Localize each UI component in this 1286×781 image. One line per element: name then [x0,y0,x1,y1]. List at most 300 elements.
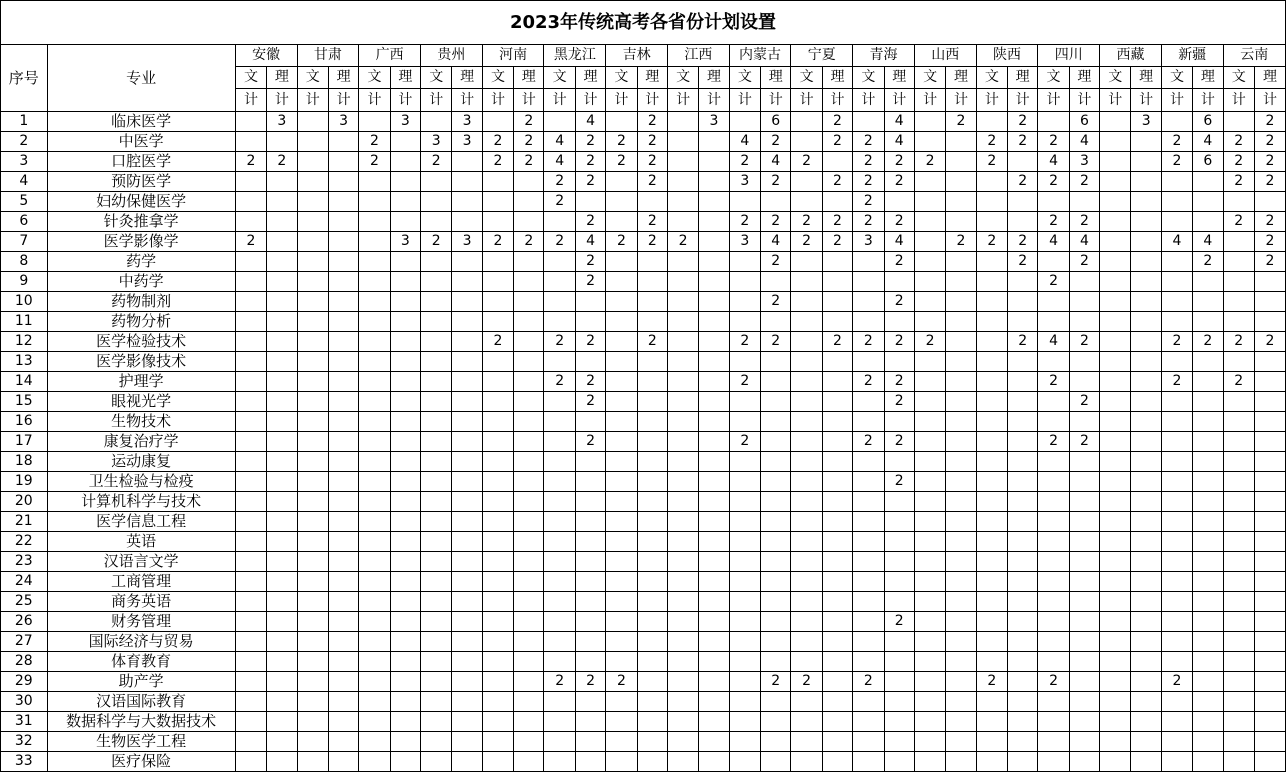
quota-cell[interactable] [390,432,420,452]
quota-cell[interactable] [1193,712,1223,732]
major-cell[interactable]: 国际经济与贸易 [47,632,235,652]
quota-cell[interactable]: 2 [1223,332,1254,352]
quota-cell[interactable] [297,632,328,652]
quota-cell[interactable] [606,472,637,492]
quota-cell[interactable] [359,612,390,632]
quota-cell[interactable] [297,192,328,212]
quota-cell[interactable]: 2 [544,192,575,212]
quota-cell[interactable] [1131,132,1161,152]
quota-cell[interactable] [1161,292,1192,312]
quota-cell[interactable] [729,672,760,692]
quota-cell[interactable] [1193,592,1223,612]
quota-cell[interactable]: 2 [267,152,297,172]
quota-cell[interactable] [514,652,544,672]
quota-cell[interactable] [1193,492,1223,512]
major-cell[interactable]: 临床医学 [47,112,235,132]
quota-cell[interactable] [1008,432,1038,452]
quota-cell[interactable] [390,152,420,172]
quota-cell[interactable] [853,572,884,592]
quota-cell[interactable] [606,252,637,272]
quota-cell[interactable] [946,712,976,732]
quota-cell[interactable]: 2 [482,132,513,152]
quota-cell[interactable] [946,732,976,752]
quota-cell[interactable] [1223,552,1254,572]
quota-cell[interactable]: 2 [1069,212,1099,232]
quota-cell[interactable] [667,392,698,412]
quota-cell[interactable] [1131,452,1161,472]
quota-cell[interactable] [1131,192,1161,212]
quota-cell[interactable] [637,732,667,752]
quota-cell[interactable] [1254,572,1285,592]
quota-cell[interactable] [482,412,513,432]
quota-cell[interactable]: 2 [575,672,605,692]
quota-cell[interactable] [853,312,884,332]
quota-cell[interactable] [1223,452,1254,472]
quota-cell[interactable] [1008,512,1038,532]
quota-cell[interactable] [761,512,791,532]
quota-cell[interactable] [914,652,945,672]
quota-cell[interactable] [946,372,976,392]
quota-cell[interactable] [575,292,605,312]
quota-cell[interactable]: 2 [761,172,791,192]
quota-cell[interactable] [1161,572,1192,592]
ji-header[interactable]: 计 [1254,89,1285,112]
ji-header[interactable]: 计 [1193,89,1223,112]
major-cell[interactable]: 药学 [47,252,235,272]
quota-cell[interactable] [575,532,605,552]
quota-cell[interactable] [297,212,328,232]
quota-cell[interactable]: 2 [1069,432,1099,452]
quota-cell[interactable]: 2 [884,292,914,312]
quota-cell[interactable] [421,472,452,492]
quota-cell[interactable] [946,672,976,692]
quota-cell[interactable] [482,632,513,652]
quota-cell[interactable]: 3 [853,232,884,252]
quota-cell[interactable] [297,232,328,252]
quota-cell[interactable] [482,472,513,492]
quota-cell[interactable] [514,492,544,512]
quota-cell[interactable] [976,752,1007,772]
quota-cell[interactable] [1100,452,1131,472]
quota-cell[interactable] [482,552,513,572]
quota-cell[interactable] [1254,732,1285,752]
quota-cell[interactable] [914,192,945,212]
quota-cell[interactable]: 2 [482,232,513,252]
quota-cell[interactable]: 2 [761,252,791,272]
quota-cell[interactable] [1223,292,1254,312]
seq-cell[interactable]: 21 [1,512,48,532]
quota-cell[interactable] [729,472,760,492]
quota-cell[interactable] [359,452,390,472]
quota-cell[interactable] [421,432,452,452]
quota-cell[interactable] [359,292,390,312]
quota-cell[interactable]: 2 [822,332,852,352]
quota-cell[interactable] [482,252,513,272]
quota-cell[interactable]: 4 [884,232,914,252]
quota-cell[interactable] [1131,552,1161,572]
quota-cell[interactable] [421,112,452,132]
quota-cell[interactable] [1100,732,1131,752]
quota-cell[interactable] [606,332,637,352]
quota-cell[interactable] [514,372,544,392]
li-header[interactable]: 理 [637,67,667,89]
quota-cell[interactable] [328,532,358,552]
quota-cell[interactable] [297,372,328,392]
quota-cell[interactable] [1038,572,1069,592]
quota-cell[interactable] [791,332,822,352]
quota-cell[interactable] [328,272,358,292]
seq-cell[interactable]: 32 [1,732,48,752]
quota-cell[interactable] [482,652,513,672]
quota-cell[interactable]: 2 [729,372,760,392]
quota-cell[interactable] [1008,532,1038,552]
quota-cell[interactable] [390,572,420,592]
quota-cell[interactable] [606,452,637,472]
ji-header[interactable]: 计 [1161,89,1192,112]
quota-cell[interactable] [884,692,914,712]
quota-cell[interactable] [390,472,420,492]
quota-cell[interactable] [452,392,482,412]
quota-cell[interactable] [1193,512,1223,532]
quota-cell[interactable] [328,332,358,352]
quota-cell[interactable] [421,452,452,472]
quota-cell[interactable] [1254,432,1285,452]
quota-cell[interactable] [946,552,976,572]
quota-cell[interactable] [267,412,297,432]
major-cell[interactable]: 助产学 [47,672,235,692]
quota-cell[interactable] [452,172,482,192]
quota-cell[interactable]: 2 [421,152,452,172]
quota-cell[interactable] [914,592,945,612]
quota-cell[interactable]: 3 [452,232,482,252]
quota-cell[interactable] [946,252,976,272]
quota-cell[interactable] [359,472,390,492]
quota-cell[interactable] [452,252,482,272]
quota-cell[interactable] [544,112,575,132]
quota-cell[interactable] [791,352,822,372]
quota-cell[interactable] [667,452,698,472]
quota-cell[interactable] [667,552,698,572]
seq-cell[interactable]: 6 [1,212,48,232]
quota-cell[interactable] [1254,292,1285,312]
quota-cell[interactable]: 2 [514,232,544,252]
quota-cell[interactable] [946,272,976,292]
quota-cell[interactable] [884,532,914,552]
quota-cell[interactable] [267,272,297,292]
quota-cell[interactable]: 2 [853,132,884,152]
quota-cell[interactable]: 2 [482,332,513,352]
quota-cell[interactable] [390,312,420,332]
quota-cell[interactable]: 2 [637,152,667,172]
quota-cell[interactable] [544,652,575,672]
quota-cell[interactable] [235,612,266,632]
quota-cell[interactable] [822,192,852,212]
ji-header[interactable]: 计 [914,89,945,112]
quota-cell[interactable] [452,692,482,712]
quota-cell[interactable] [946,332,976,352]
quota-cell[interactable]: 2 [761,292,791,312]
quota-cell[interactable] [667,412,698,432]
province-header[interactable]: 吉林 [606,45,668,67]
quota-cell[interactable] [1069,492,1099,512]
quota-cell[interactable] [452,592,482,612]
quota-cell[interactable] [1254,512,1285,532]
quota-cell[interactable] [267,512,297,532]
quota-cell[interactable] [791,532,822,552]
quota-cell[interactable] [235,292,266,312]
quota-cell[interactable] [1223,632,1254,652]
major-cell[interactable]: 汉语言文学 [47,552,235,572]
quota-cell[interactable] [544,552,575,572]
quota-cell[interactable] [946,472,976,492]
quota-cell[interactable] [235,132,266,152]
wen-header[interactable]: 文 [297,67,328,89]
ji-header[interactable]: 计 [761,89,791,112]
major-cell[interactable]: 眼视光学 [47,392,235,412]
quota-cell[interactable] [637,752,667,772]
quota-cell[interactable] [1038,492,1069,512]
quota-cell[interactable] [390,592,420,612]
quota-cell[interactable] [976,452,1007,472]
quota-cell[interactable] [1131,172,1161,192]
quota-cell[interactable] [297,172,328,192]
quota-cell[interactable]: 3 [267,112,297,132]
quota-cell[interactable] [1223,572,1254,592]
quota-cell[interactable] [544,752,575,772]
quota-cell[interactable] [1069,672,1099,692]
quota-cell[interactable] [544,592,575,612]
quota-cell[interactable] [421,512,452,532]
quota-cell[interactable] [1161,392,1192,412]
major-cell[interactable]: 英语 [47,532,235,552]
quota-cell[interactable] [297,532,328,552]
quota-cell[interactable]: 2 [946,232,976,252]
quota-cell[interactable] [1131,492,1161,512]
quota-cell[interactable] [853,472,884,492]
quota-cell[interactable] [421,752,452,772]
seq-cell[interactable]: 27 [1,632,48,652]
quota-cell[interactable] [482,192,513,212]
quota-cell[interactable]: 2 [1008,132,1038,152]
quota-cell[interactable] [667,152,698,172]
quota-cell[interactable]: 2 [729,332,760,352]
quota-cell[interactable]: 2 [235,232,266,252]
quota-cell[interactable] [946,132,976,152]
quota-cell[interactable] [1193,692,1223,712]
quota-cell[interactable] [853,512,884,532]
province-header[interactable]: 黑龙江 [544,45,606,67]
quota-cell[interactable] [267,372,297,392]
quota-cell[interactable] [514,452,544,472]
quota-cell[interactable] [544,432,575,452]
quota-cell[interactable]: 2 [761,672,791,692]
quota-cell[interactable] [699,172,729,192]
quota-cell[interactable] [699,712,729,732]
quota-cell[interactable] [606,632,637,652]
quota-cell[interactable] [267,652,297,672]
quota-cell[interactable] [235,652,266,672]
quota-cell[interactable] [390,452,420,472]
quota-cell[interactable] [729,112,760,132]
quota-cell[interactable] [637,612,667,632]
quota-cell[interactable] [729,712,760,732]
quota-cell[interactable] [1193,632,1223,652]
quota-cell[interactable] [452,572,482,592]
quota-cell[interactable]: 2 [1008,252,1038,272]
quota-cell[interactable] [1254,592,1285,612]
quota-cell[interactable] [235,492,266,512]
quota-cell[interactable] [822,712,852,732]
quota-cell[interactable] [514,172,544,192]
quota-cell[interactable] [1131,352,1161,372]
quota-cell[interactable] [1161,472,1192,492]
quota-cell[interactable] [822,452,852,472]
quota-cell[interactable] [575,412,605,432]
quota-cell[interactable] [1069,452,1099,472]
quota-cell[interactable] [328,492,358,512]
quota-cell[interactable] [699,612,729,632]
quota-cell[interactable] [421,672,452,692]
quota-cell[interactable] [482,532,513,552]
quota-cell[interactable] [1193,212,1223,232]
quota-cell[interactable] [1069,272,1099,292]
quota-cell[interactable] [606,292,637,312]
quota-cell[interactable]: 2 [544,672,575,692]
quota-cell[interactable]: 2 [1161,332,1192,352]
quota-cell[interactable] [1038,712,1069,732]
quota-cell[interactable] [914,352,945,372]
quota-cell[interactable]: 2 [853,372,884,392]
quota-cell[interactable] [421,692,452,712]
quota-cell[interactable] [667,692,698,712]
quota-cell[interactable] [699,452,729,472]
quota-cell[interactable] [297,572,328,592]
quota-cell[interactable] [267,532,297,552]
quota-cell[interactable] [822,692,852,712]
quota-cell[interactable] [1008,152,1038,172]
quota-cell[interactable] [421,732,452,752]
quota-cell[interactable] [297,272,328,292]
quota-cell[interactable] [1069,752,1099,772]
quota-cell[interactable] [914,532,945,552]
quota-cell[interactable] [822,492,852,512]
quota-cell[interactable]: 2 [914,152,945,172]
quota-cell[interactable] [822,152,852,172]
quota-cell[interactable] [822,732,852,752]
quota-cell[interactable]: 2 [729,432,760,452]
quota-cell[interactable]: 2 [853,672,884,692]
quota-cell[interactable] [544,532,575,552]
quota-cell[interactable] [637,632,667,652]
quota-cell[interactable] [884,452,914,472]
quota-cell[interactable] [1223,412,1254,432]
quota-cell[interactable] [699,252,729,272]
quota-cell[interactable] [1193,672,1223,692]
quota-cell[interactable] [575,452,605,472]
quota-cell[interactable]: 2 [822,132,852,152]
quota-cell[interactable] [359,512,390,532]
ji-header[interactable]: 计 [1223,89,1254,112]
quota-cell[interactable] [390,372,420,392]
quota-cell[interactable]: 4 [575,112,605,132]
quota-cell[interactable] [235,212,266,232]
quota-cell[interactable] [946,292,976,312]
quota-cell[interactable] [946,172,976,192]
quota-cell[interactable] [699,672,729,692]
quota-cell[interactable]: 2 [822,112,852,132]
quota-cell[interactable] [267,332,297,352]
quota-cell[interactable] [575,552,605,572]
quota-cell[interactable] [359,172,390,192]
ji-header[interactable]: 计 [328,89,358,112]
quota-cell[interactable] [637,312,667,332]
quota-cell[interactable]: 2 [1008,172,1038,192]
quota-cell[interactable]: 2 [1038,212,1069,232]
quota-cell[interactable] [452,752,482,772]
quota-cell[interactable] [452,192,482,212]
quota-cell[interactable]: 4 [544,152,575,172]
quota-cell[interactable] [482,692,513,712]
quota-cell[interactable] [1008,452,1038,472]
quota-cell[interactable] [482,212,513,232]
seq-cell[interactable]: 2 [1,132,48,152]
quota-cell[interactable]: 2 [575,252,605,272]
quota-cell[interactable] [914,272,945,292]
quota-cell[interactable] [1161,452,1192,472]
quota-cell[interactable] [1100,412,1131,432]
quota-cell[interactable] [1161,512,1192,532]
quota-cell[interactable] [1008,272,1038,292]
quota-cell[interactable]: 2 [1069,332,1099,352]
quota-cell[interactable]: 2 [575,172,605,192]
quota-cell[interactable] [667,532,698,552]
quota-cell[interactable] [791,712,822,732]
major-cell[interactable]: 口腔医学 [47,152,235,172]
wen-header[interactable]: 文 [914,67,945,89]
li-header[interactable]: 理 [328,67,358,89]
quota-cell[interactable] [853,292,884,312]
quota-cell[interactable] [1069,732,1099,752]
quota-cell[interactable] [699,652,729,672]
ji-header[interactable]: 计 [822,89,852,112]
quota-cell[interactable] [235,532,266,552]
province-header[interactable]: 宁夏 [791,45,853,67]
ji-header[interactable]: 计 [267,89,297,112]
quota-cell[interactable] [791,112,822,132]
quota-cell[interactable] [297,672,328,692]
quota-cell[interactable] [729,552,760,572]
quota-cell[interactable] [359,312,390,332]
quota-cell[interactable] [359,392,390,412]
quota-cell[interactable] [1069,632,1099,652]
quota-cell[interactable] [946,512,976,532]
quota-cell[interactable] [482,452,513,472]
quota-cell[interactable] [1008,612,1038,632]
quota-cell[interactable] [976,412,1007,432]
quota-cell[interactable] [976,572,1007,592]
quota-cell[interactable] [452,472,482,492]
quota-cell[interactable] [1254,672,1285,692]
quota-cell[interactable] [328,192,358,212]
quota-cell[interactable] [637,552,667,572]
seq-cell[interactable]: 19 [1,472,48,492]
quota-cell[interactable] [884,492,914,512]
quota-cell[interactable]: 2 [1254,152,1285,172]
quota-cell[interactable] [1223,232,1254,252]
quota-cell[interactable] [328,552,358,572]
quota-cell[interactable] [267,732,297,752]
quota-cell[interactable] [1131,472,1161,492]
